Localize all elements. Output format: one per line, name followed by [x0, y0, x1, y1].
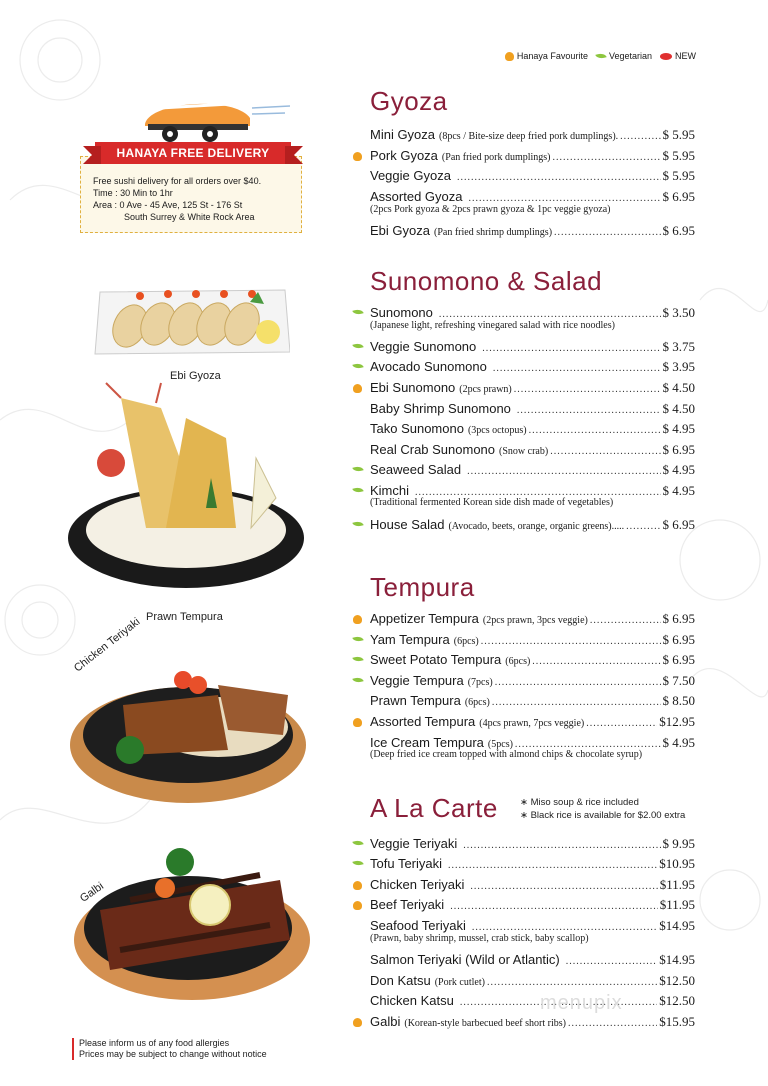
- item-name: Galbi: [370, 1014, 401, 1029]
- menu-item: [370, 421, 695, 437]
- item-price: $11.95: [659, 877, 695, 892]
- leader-dots: [457, 172, 661, 183]
- leader-dots: [620, 131, 660, 142]
- item-name: Baby Shrimp Sunomono: [370, 401, 511, 416]
- item-price: $ 4.95: [662, 735, 695, 750]
- item-name: Yam Tempura: [370, 632, 450, 647]
- item-price: $ 6.95: [662, 442, 695, 457]
- leader-dots: [439, 309, 661, 320]
- thumbs-up-icon: [505, 52, 514, 61]
- item-price: $10.95: [659, 856, 695, 871]
- seafood-teriyaki-desc: (Prawn, baby shrimp, mussel, crab stick, baby scallop): [370, 933, 589, 944]
- item-price: $ 5.95: [662, 168, 695, 183]
- legend-new: NEW: [660, 51, 696, 61]
- menu-item: [370, 189, 695, 205]
- menu-item: [370, 401, 695, 417]
- item-price: $14.95: [659, 952, 695, 967]
- item-price: $ 7.50: [662, 673, 695, 688]
- thumbs-up-icon: [353, 152, 362, 161]
- thumbs-up-icon: [353, 615, 362, 624]
- ice-cream-tempura-desc: (Deep fried ice cream topped with almond chips & chocolate syrup): [370, 749, 643, 760]
- price-note: Prices may be subject to change without notice: [79, 1049, 267, 1059]
- item-name: Veggie Sunomono: [370, 339, 477, 354]
- delivery-line: Free sushi delivery for all orders over $40.: [93, 176, 262, 186]
- menu-item: [370, 611, 695, 627]
- menu-item: [370, 714, 695, 730]
- item-name: Veggie Tempura: [370, 673, 464, 688]
- item-price: $ 6.95: [662, 517, 695, 532]
- menu-item: [370, 339, 695, 355]
- menu-item: [370, 993, 695, 1009]
- item-name: Real Crab Sunomono: [370, 442, 496, 457]
- menu-item: [370, 359, 695, 375]
- item-price: $ 3.75: [662, 339, 695, 354]
- leader-dots: [495, 677, 661, 688]
- galbi-photo: [70, 840, 310, 1005]
- item-price: $ 3.50: [662, 305, 695, 320]
- menu-item: [370, 973, 695, 989]
- leader-dots: [472, 922, 657, 933]
- watermark: menupix: [540, 992, 623, 1014]
- leaf-icon: [595, 51, 606, 60]
- item-name: Ice Cream Tempura: [370, 735, 484, 750]
- item-price: $ 6.95: [662, 223, 695, 238]
- item-price: $11.95: [659, 897, 695, 912]
- caption-ebi-gyoza: Ebi Gyoza: [170, 370, 221, 382]
- leader-dots: [469, 193, 661, 204]
- prawn-tempura-photo: [66, 378, 306, 603]
- item-name: Prawn Tempura: [370, 693, 461, 708]
- item-name: Sweet Potato Tempura: [370, 652, 502, 667]
- leader-dots: [568, 1018, 657, 1029]
- item-name: Beef Teriyaki: [370, 897, 445, 912]
- leader-dots: [532, 656, 660, 667]
- leader-dots: [487, 977, 657, 988]
- leader-dots: [492, 697, 661, 708]
- item-price: $ 6.95: [662, 611, 695, 626]
- item-name: Pork Gyoza: [370, 148, 438, 163]
- item-price: $12.50: [659, 973, 695, 988]
- leader-dots: [529, 425, 661, 436]
- menu-item: [370, 442, 695, 458]
- item-desc: (Snow crab): [499, 446, 549, 457]
- item-name: Veggie Gyoza: [370, 168, 451, 183]
- item-desc: (Pan fried shrimp dumplings): [433, 227, 553, 238]
- menu-item: [370, 918, 695, 934]
- menu-item: [370, 1014, 695, 1030]
- item-name: Seaweed Salad: [370, 462, 462, 477]
- leader-dots: [550, 446, 660, 457]
- item-price: $ 6.95: [662, 652, 695, 667]
- leader-dots: [586, 718, 657, 729]
- leader-dots: [554, 227, 660, 238]
- leader-dots: [467, 466, 660, 477]
- leader-dots: [514, 384, 661, 395]
- item-price: $ 5.95: [662, 127, 695, 142]
- item-name: Don Katsu: [370, 973, 431, 988]
- delivery-info-box: [80, 156, 302, 233]
- leader-dots: [590, 615, 661, 626]
- item-desc: (Korean-style barbecued beef short ribs): [404, 1018, 566, 1029]
- sunomono-desc: (Japanese light, refreshing vinegared salad with rice noodles): [370, 320, 615, 331]
- item-desc: (Pan fried pork dumplings): [441, 152, 551, 163]
- delivery-ribbon: HANAYA FREE DELIVERY: [95, 142, 291, 164]
- menu-item: [370, 897, 695, 913]
- thumbs-up-icon: [353, 901, 362, 910]
- thumbs-up-icon: [353, 1018, 362, 1027]
- menu-item: [370, 673, 695, 689]
- item-name: Salmon Teriyaki (Wild or Atlantic): [370, 952, 560, 967]
- item-desc: (6pcs): [464, 697, 490, 708]
- item-price: $14.95: [659, 918, 695, 933]
- thumbs-up-icon: [353, 384, 362, 393]
- item-desc: (6pcs): [505, 656, 531, 667]
- item-desc: (Pork cutlet): [434, 977, 485, 988]
- item-price: $ 8.50: [662, 693, 695, 708]
- item-price: $ 4.50: [662, 401, 695, 416]
- menu-item: [370, 952, 695, 968]
- item-name: Chicken Teriyaki: [370, 877, 465, 892]
- item-desc: (4pcs prawn, 7pcs veggie): [479, 718, 585, 729]
- alacarte-note-1: ∗ Miso soup & rice included: [520, 797, 639, 808]
- item-desc: (6pcs): [453, 636, 479, 647]
- item-name: Sunomono: [370, 305, 433, 320]
- menu-item: [370, 168, 695, 184]
- item-desc: (3pcs octopus): [467, 425, 527, 436]
- sushi-truck-icon: [140, 96, 290, 144]
- menu-item: [370, 380, 695, 396]
- menu-item: [370, 856, 695, 872]
- assorted-gyoza-desc: (2pcs Pork gyoza & 2pcs prawn gyoza & 1pc veggie gyoza): [370, 204, 611, 215]
- thumbs-up-icon: [353, 881, 362, 890]
- menu-item: [370, 877, 695, 893]
- menu-item: [370, 148, 695, 164]
- section-title-tempura: Tempura: [370, 572, 475, 602]
- section-title-sunomono: Sunomono & Salad: [370, 266, 603, 296]
- menu-item: [370, 836, 695, 852]
- leader-dots: [481, 636, 661, 647]
- item-price: $ 4.95: [662, 421, 695, 436]
- menu-item: [370, 517, 695, 533]
- item-name: Avocado Sunomono: [370, 359, 487, 374]
- menu-item: [370, 462, 695, 478]
- item-name: House Salad: [370, 517, 445, 532]
- leader-dots: [566, 956, 657, 967]
- item-desc: (Avocado, beets, orange, organic greens).....: [448, 521, 625, 532]
- alacarte-note-2: ∗ Black rice is available for $2.00 extra: [520, 810, 686, 821]
- item-name: Chicken Katsu: [370, 993, 454, 1008]
- caption-galbi: Galbi: [78, 880, 106, 905]
- item-price: $ 3.95: [662, 359, 695, 374]
- menu-item: [370, 127, 695, 143]
- item-desc: (2pcs prawn): [459, 384, 512, 395]
- item-name: Ebi Sunomono: [370, 380, 456, 395]
- item-price: $12.95: [659, 714, 695, 729]
- new-badge-icon: [660, 53, 672, 60]
- leader-dots: [493, 363, 661, 374]
- item-name: Tofu Teriyaki: [370, 856, 443, 871]
- item-name: Kimchi: [370, 483, 410, 498]
- menu-item: [370, 223, 695, 239]
- item-price: $ 4.95: [662, 483, 695, 498]
- item-price: $ 6.95: [662, 632, 695, 647]
- leader-dots: [450, 901, 658, 912]
- item-name: Assorted Tempura: [370, 714, 476, 729]
- leader-dots: [448, 860, 657, 871]
- thumbs-up-icon: [353, 718, 362, 727]
- item-price: $12.50: [659, 993, 695, 1008]
- item-name: Ebi Gyoza: [370, 223, 430, 238]
- section-title-alacarte: A La Carte: [370, 793, 498, 823]
- item-desc: (7pcs): [467, 677, 493, 688]
- menu-item: [370, 693, 695, 709]
- section-title-gyoza: Gyoza: [370, 86, 448, 116]
- kimchi-desc: (Traditional fermented Korean side dish made of vegetables): [370, 497, 614, 508]
- delivery-area: Area : 0 Ave - 45 Ave, 125 St - 176 St: [93, 200, 243, 210]
- delivery-time: Time : 30 Min to 1hr: [93, 188, 173, 198]
- item-desc: (8pcs / Bite-size deep fried pork dumplings).: [439, 131, 619, 142]
- item-desc: (2pcs prawn, 3pcs veggie): [482, 615, 588, 626]
- item-price: $15.95: [659, 1014, 695, 1029]
- item-desc: (5pcs): [487, 739, 513, 750]
- item-price: $ 6.95: [662, 189, 695, 204]
- legend-favourite: Hanaya Favourite: [505, 51, 588, 61]
- caption-chicken-teriyaki: Chicken Teriyaki: [72, 615, 143, 675]
- leader-dots: [463, 840, 660, 851]
- chicken-teriyaki-photo: [68, 655, 308, 805]
- item-name: Veggie Teriyaki: [370, 836, 458, 851]
- footer-note: [72, 1038, 267, 1060]
- item-name: Assorted Gyoza: [370, 189, 463, 204]
- item-name: Mini Gyoza: [370, 127, 436, 142]
- menu-item: [370, 652, 695, 668]
- caption-prawn-tempura: Prawn Tempura: [146, 611, 223, 623]
- leader-dots: [517, 405, 661, 416]
- item-name: Appetizer Tempura: [370, 611, 479, 626]
- item-name: Seafood Teriyaki: [370, 918, 466, 933]
- delivery-area-2: South Surrey & White Rock Area: [124, 212, 255, 222]
- leader-dots: [553, 152, 661, 163]
- allergy-note: Please inform us of any food allergies: [79, 1038, 230, 1048]
- legend-vegetarian: Vegetarian: [596, 51, 652, 61]
- leader-dots: [626, 521, 660, 532]
- item-price: $ 4.50: [662, 380, 695, 395]
- ebi-gyoza-photo: [90, 282, 290, 360]
- item-price: $ 5.95: [662, 148, 695, 163]
- leader-dots: [470, 881, 657, 892]
- legend: [505, 51, 696, 61]
- menu-item: [370, 632, 695, 648]
- item-price: $ 9.95: [662, 836, 695, 851]
- item-price: $ 4.95: [662, 462, 695, 477]
- menu-item: [370, 305, 695, 321]
- leader-dots: [482, 343, 660, 354]
- item-name: Tako Sunomono: [370, 421, 464, 436]
